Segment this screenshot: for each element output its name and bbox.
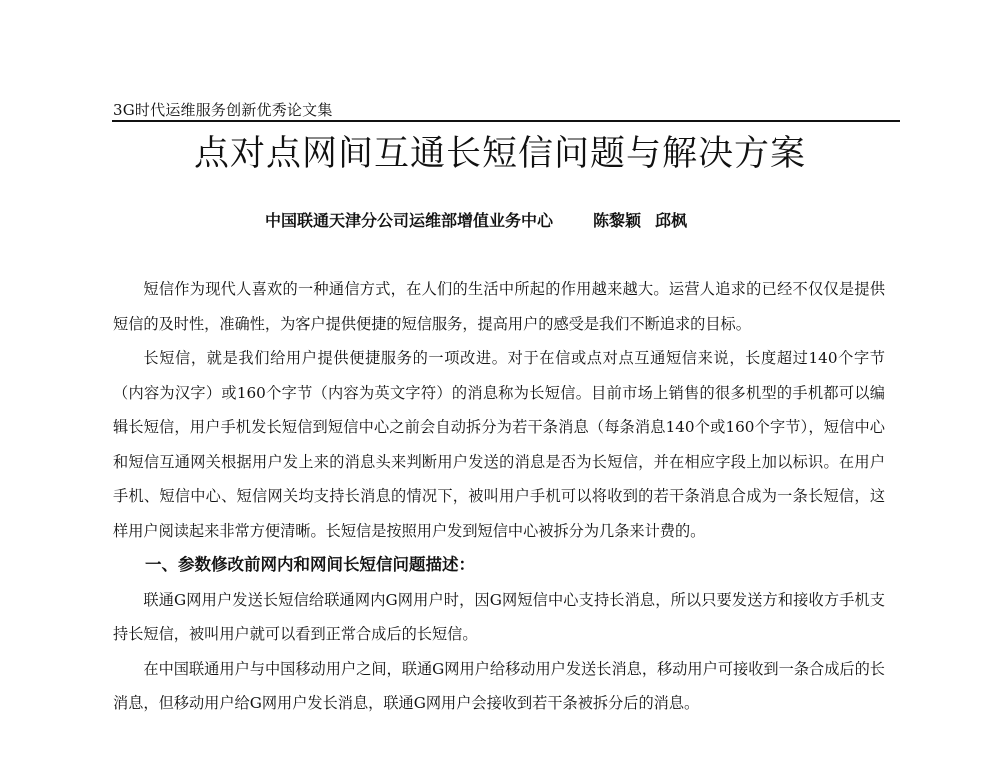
article-title: 点对点网间互通长短信问题与解决方案 — [193, 134, 806, 174]
body-paragraph: 在中国联通用户与中国移动用户之间，联通G网用户给移动用户发送长消息，移动用户可接收到一条合成后的长消息，但移动用户给G网用户发长消息，联通G网用户会接收到若干条被拆分后的消息。 — [113, 659, 885, 712]
body-paragraph: 短信作为现代人喜欢的一种通信方式，在人们的生活中所起的作用越来越大。运营人追求的已经不仅仅是提供短信的及时性，准确性，为客户提供便捷的短信服务，提高用户的感受是我们不断追求的目标。 — [113, 280, 885, 333]
byline — [265, 208, 701, 234]
author-affiliation: 中国联通天津分公司运维部增值业务中心 — [265, 211, 554, 230]
article-body — [113, 272, 885, 721]
section-heading: 一、参数修改前网内和网间长短信问题描述： — [145, 555, 475, 574]
running-header: 3G时代运维服务创新优秀论文集 — [113, 101, 333, 119]
header-rule — [112, 120, 900, 122]
body-paragraph: 联通G网用户发送长短信给联通网内G网用户时，因G网短信中心支持长消息，所以只要发送方和接收方手机支持长短信，被叫用户就可以看到正常合成后的长短信。 — [113, 590, 885, 643]
author-name: 邱枫 — [655, 211, 688, 230]
body-paragraph: 长短信，就是我们给用户提供便捷服务的一项改进。对于在信或点对点互通短信来说，长度超过140个字节（内容为汉字）或160个字节（内容为英文字符）的消息称为长短信。目前市场上销售的很多机型的手机都可以编辑长短信，用户手机发长短信到短信中心之前会自动拆分为若干条消息（每条消息140个或160个字节），短信中心和短信互通网关根据用户发上来的消息头来判断用户发送的消息是否为长短信，并在相应字段上加以标识。在用户手机、短信中心、短信网关均支持长消息的情况下，被叫用户手机可以将收到的若干条消息合成为一条长短信，这样用户阅读起来非常方便清晰。长短信是按照用户发到短信中心被拆分为几条来计费的。 — [113, 349, 885, 540]
author-name: 陈黎颖 — [593, 211, 642, 230]
